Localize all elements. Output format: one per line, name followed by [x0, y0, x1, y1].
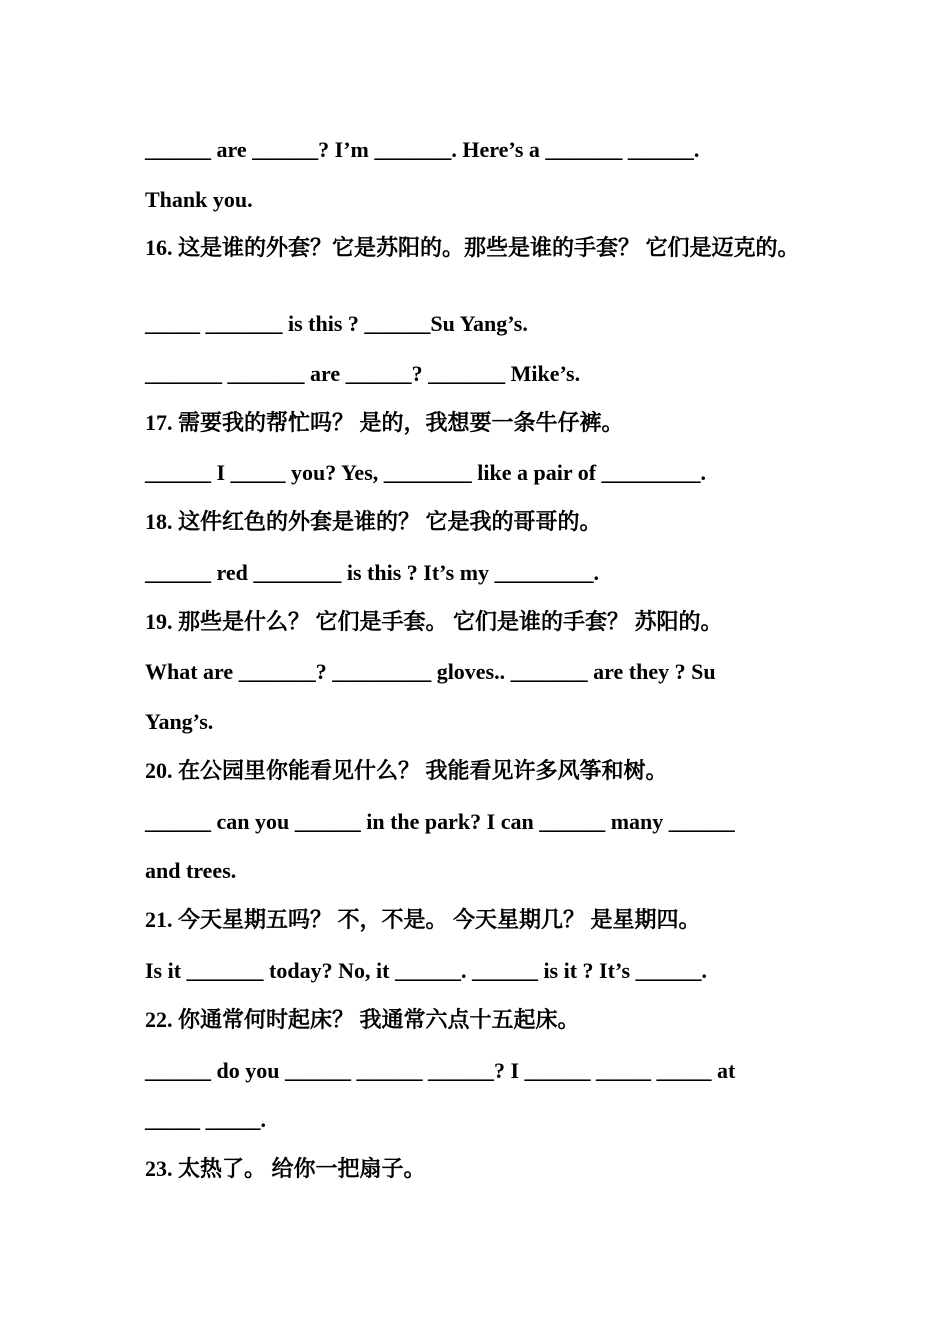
question-19: 19. 那些是什么？ 它们是手套。 它们是谁的手套？ 苏阳的。 [145, 609, 723, 634]
answer-line-18: ______ red ________ is this ? It’s my _________. [145, 560, 600, 585]
answer-line-19-cont: Yang’s. [145, 709, 214, 734]
answer-line-16a: _____ _______ is this ? ______Su Yang’s. [145, 311, 528, 336]
answer-line-22: ______ do you ______ ______ ______? I ______ _____ _____ at [145, 1058, 736, 1083]
question-20: 20. 在公园里你能看见什么？ 我能看见许多风筝和树。 [145, 758, 668, 783]
question-18: 18. 这件红色的外套是谁的？ 它是我的哥哥的。 [145, 509, 602, 534]
question-22: 22. 你通常何时起床？ 我通常六点十五起床。 [145, 1007, 580, 1032]
question-16: 16. 这是谁的外套？它是苏阳的。那些是谁的手套？ 它们是迈克的。 [145, 235, 800, 260]
question-23: 23. 太热了。 给你一把扇子。 [145, 1156, 426, 1181]
question-17: 17. 需要我的帮忙吗？ 是的，我想要一条牛仔裤。 [145, 410, 624, 435]
question-21: 21. 今天星期五吗？ 不，不是。 今天星期几？ 是星期四。 [145, 907, 701, 932]
answer-line-15-cont: Thank you. [145, 187, 253, 212]
answer-line-21: Is it _______ today? No, it ______. ______ is it ? It’s ______. [145, 958, 708, 983]
answer-line-20-cont: and trees. [145, 858, 237, 883]
answer-line-17: ______ I _____ you? Yes, ________ like a pair of _________. [145, 460, 707, 485]
answer-line-20: ______ can you ______ in the park? I can ______ many ______ [145, 809, 735, 834]
answer-line-15: ______ are ______? I’m _______. Here’s a _______ ______. [145, 137, 700, 162]
answer-line-16b: _______ _______ are ______? _______ Mike’s. [145, 361, 581, 386]
answer-line-22-cont: _____ _____. [145, 1107, 266, 1132]
answer-line-19: What are _______? _________ gloves.. _______ are they ? Su [145, 659, 716, 684]
